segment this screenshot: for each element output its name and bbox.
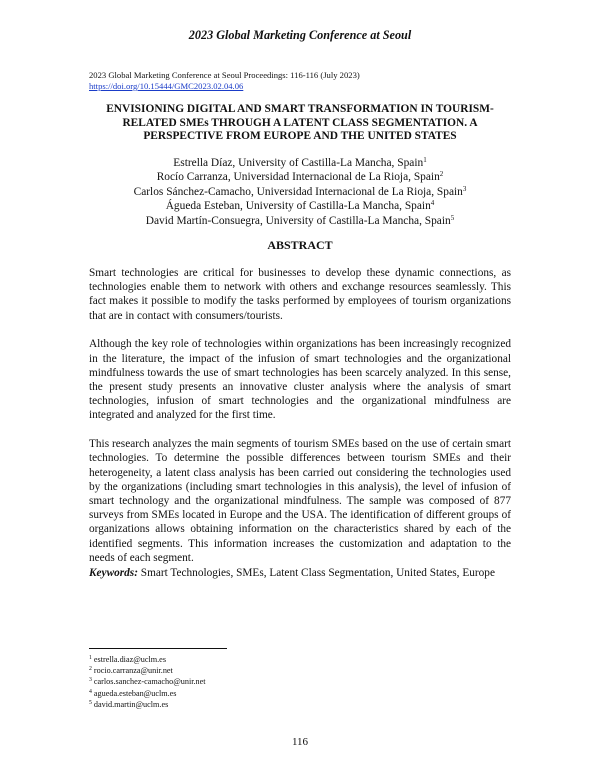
running-head: 2023 Global Marketing Conference at Seoul [188, 28, 412, 42]
abstract-paragraph: Smart technologies are critical for businesses to develop these dynamic connections, as technologies enable them to network with others and exchange resources seamlessly. This fact makes it possible to modify the tasks performed by employees of tourism organizations that are in contact with consumers/tourists. [89, 267, 511, 322]
author-line: Rocío Carranza, Universidad Internacional de La Rioja, Spain$^2$ [156, 170, 444, 184]
abstract-heading: ABSTRACT [267, 238, 333, 252]
doi-link[interactable]: https://doi.org/10.15444/GMC2023.02.04.06 [89, 81, 244, 91]
footnote: $^3$ carlos.sanchez-camacho@unir.net [89, 677, 206, 687]
citation-line: 2023 Global Marketing Conference at Seoul Proceedings: 116-116 (July 2023) [89, 70, 360, 80]
author-line: David Martín-Consuegra, University of Castilla-La Mancha, Spain$^5$ [145, 213, 455, 227]
abstract-paragraph: This research analyzes the main segments of tourism SMEs based on the use of certain smart technologies. To determine the possible differences between tourism SMEs and their heterogeneity, a latent class analysis has been carried out considering the technologies used by the organizations (including smart technologies in this analysis), the level of infusion of smart technology and the organizational mindfulness. The sample was composed of 877 surveys from SMEs located in Europe and the USA. The identification of different groups of organizations allows obtaining information on the characteristics shared by each of the identified segments. This information increases the customization and adaptation to the needs of each segment. [89, 438, 511, 564]
abstract-paragraph: Although the key role of technologies within organizations has been increasingly recognized in the literature, the impact of the infusion of smart technologies and the organizational mindfulness towards the use of smart technologies has been scarcely analyzed. In this sense, the present study presents an innovative cluster analysis where the analysis of smart technologies, infusion of smart technologies and the organizational mindfulness are integrated and analyzed for the first time. [89, 338, 511, 422]
author-footnote-marker: 4 [430, 199, 435, 208]
author-line: Carlos Sánchez-Camacho, Universidad Internacional de La Rioja, Spain$^3$ [133, 184, 467, 198]
footnote: $^2$ rocio.carranza@unir.net [89, 666, 173, 676]
paper-title: ENVISIONING DIGITAL AND SMART TRANSFORMATION IN TOURISM-RELATED SMEs THROUGH A LATENT CLASS SEGMENTATION. A PERSPECTIVE FROM EUROPE AND THE UNITED STATES [106, 103, 494, 142]
keywords-line [89, 567, 513, 579]
citation-block [89, 70, 360, 92]
author-list [88, 156, 512, 228]
author-footnote-marker: 2 [439, 170, 444, 179]
author-footnote-marker: 3 [462, 184, 467, 193]
keywords-text: Smart Technologies, SMEs, Latent Class Segmentation, United States, Europe [140, 567, 495, 579]
abstract-body [89, 266, 511, 580]
footnote: $^4$ agueda.esteban@uclm.es [89, 688, 177, 698]
footnote-divider [89, 648, 227, 649]
footnote: $^5$ david.martin@uclm.es [89, 699, 169, 709]
keywords-label: Keywords: [89, 567, 138, 579]
author-line: Águeda Esteban, University of Castilla-La Mancha, Spain$^4$ [165, 199, 435, 213]
footnotes [89, 654, 206, 710]
footnote: $^1$ estrella.diaz@uclm.es [89, 655, 167, 664]
author-line: Estrella Díaz, University of Castilla-La Mancha, Spain$^1$ [173, 156, 427, 169]
author-footnote-marker: 5 [450, 213, 455, 222]
author-footnote-marker: 1 [423, 156, 427, 164]
page-number: 116 [291, 736, 309, 748]
